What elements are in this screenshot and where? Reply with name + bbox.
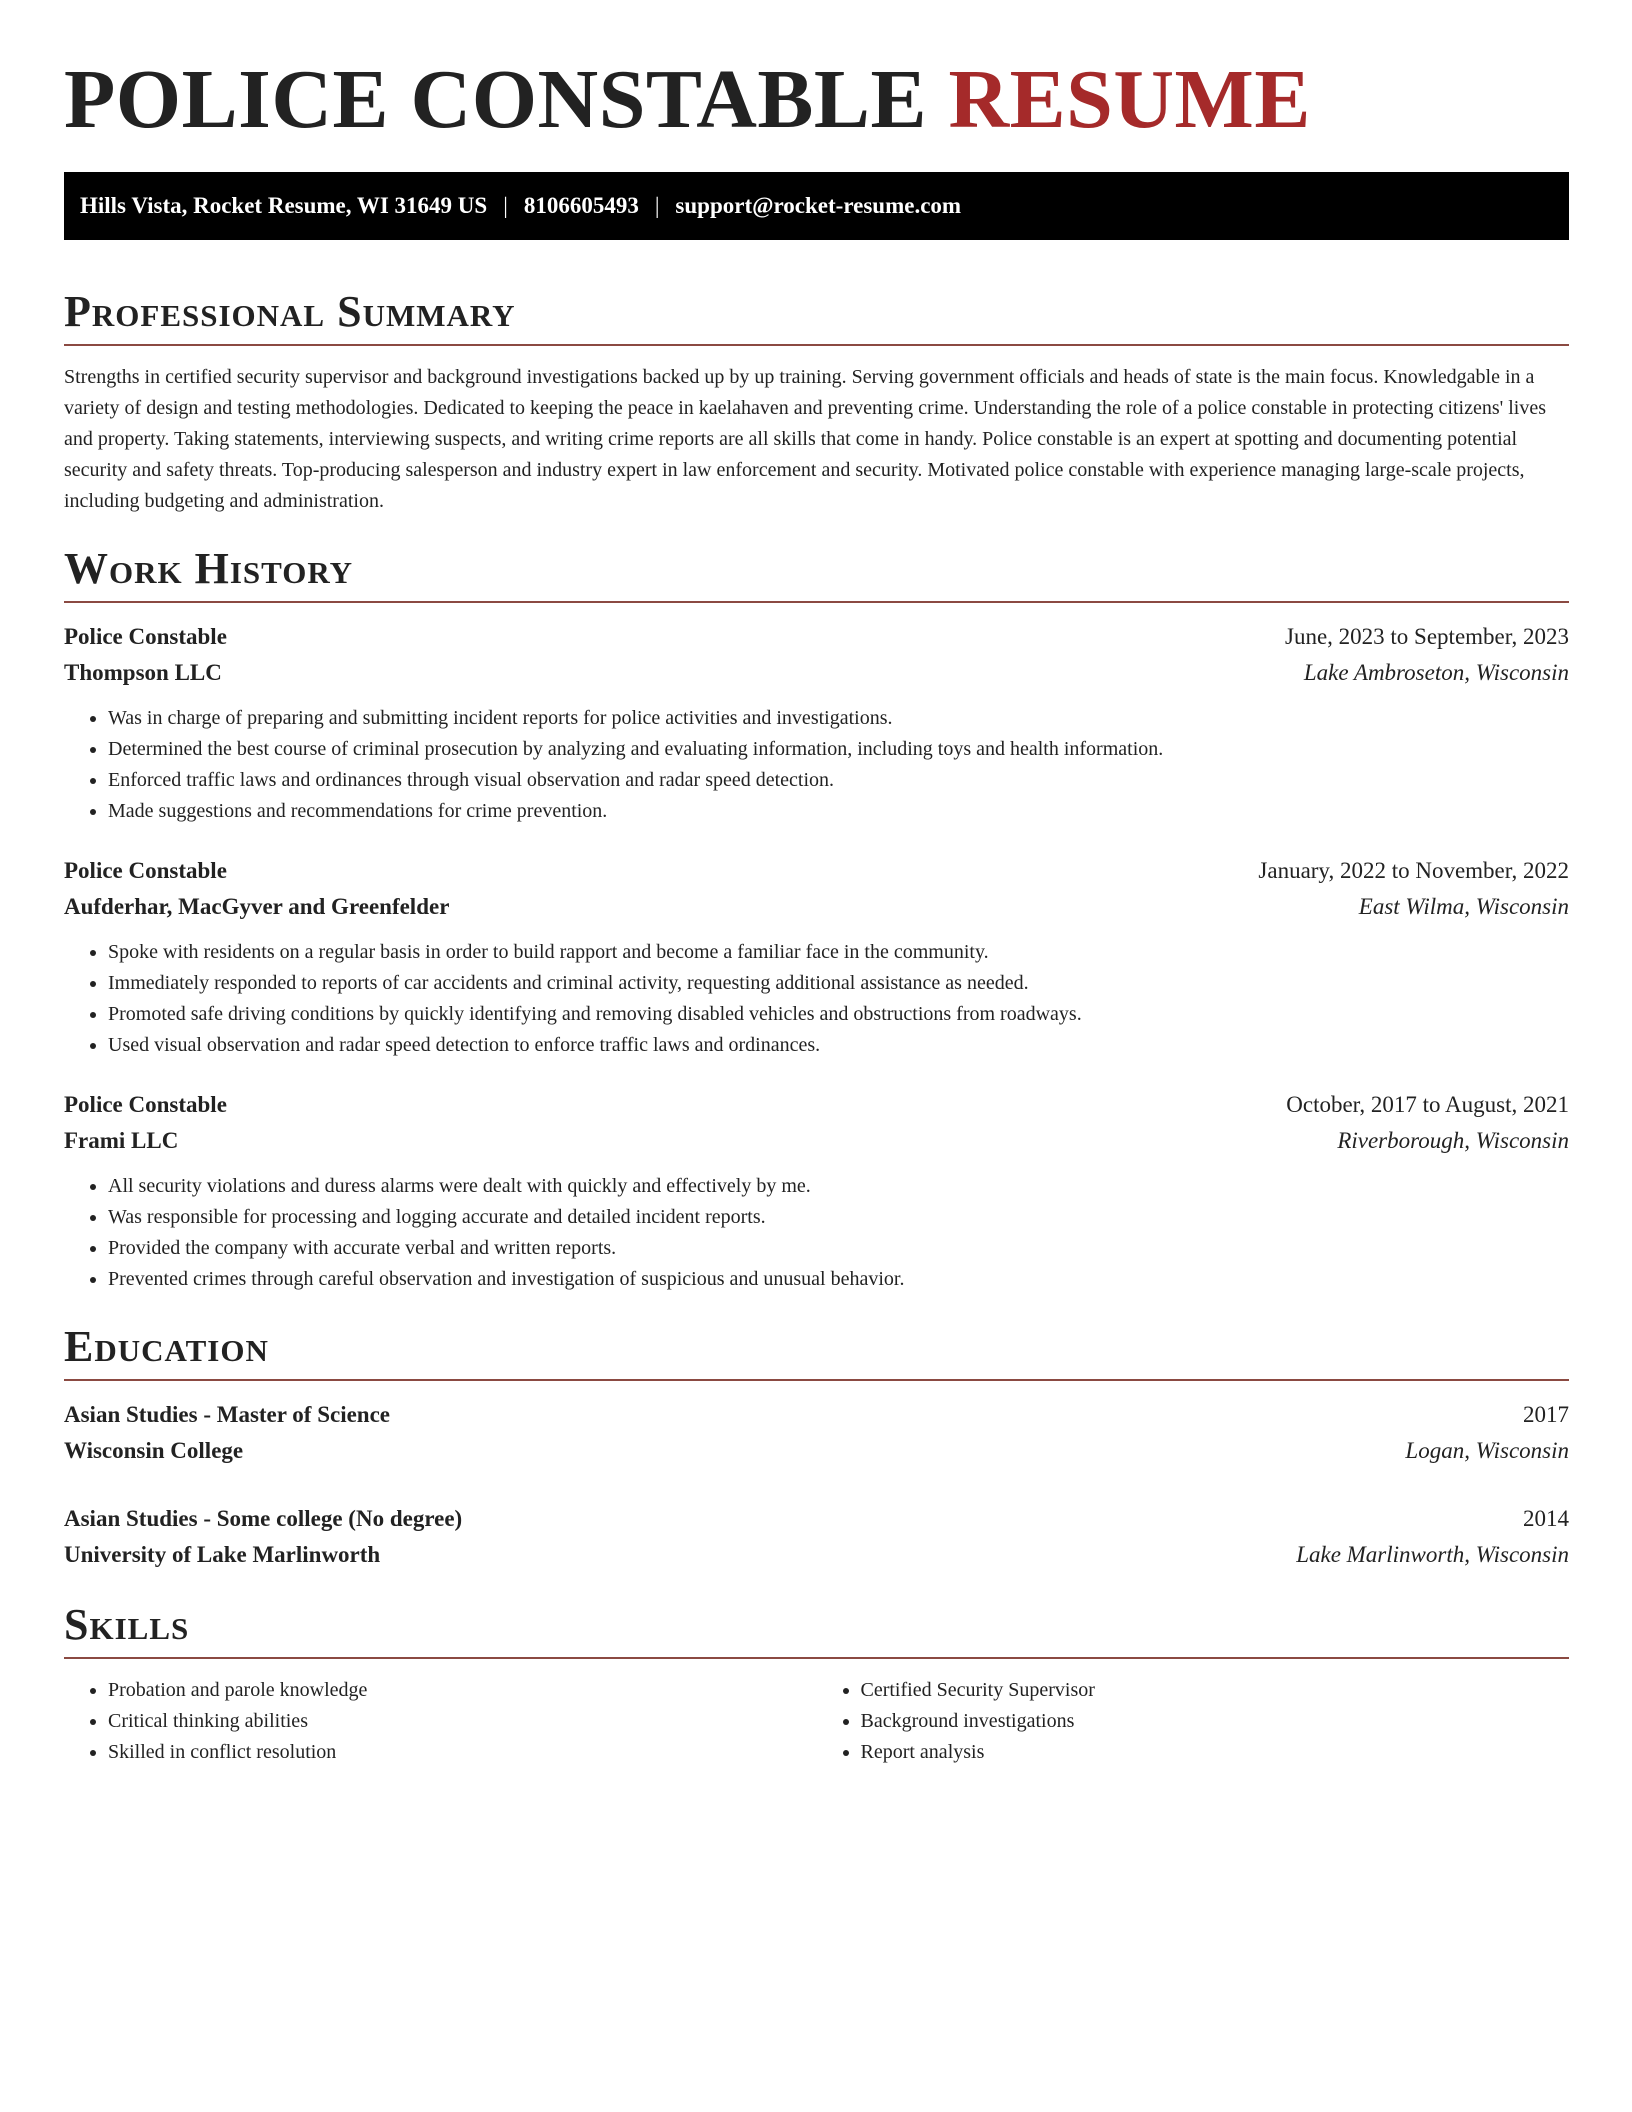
job-title-row bbox=[64, 1087, 1569, 1123]
education-degree-row bbox=[64, 1397, 1569, 1433]
skill-item: • Background investigations bbox=[861, 1706, 1570, 1737]
job-bullet: • Was responsible for processing and logging accurate and detailed incident reports. bbox=[108, 1202, 1569, 1233]
education-heading: Education bbox=[64, 1321, 1569, 1381]
education-degree-row bbox=[64, 1501, 1569, 1537]
job-bullet: • Enforced traffic laws and ordinances through visual observation and radar speed detection. bbox=[108, 765, 1569, 796]
job-bullet: • Promoted safe driving conditions by quickly identifying and removing disabled vehicles and obstructions from roadways. bbox=[108, 999, 1569, 1030]
education-school-row bbox=[64, 1433, 1569, 1469]
job-bullet: • Spoke with residents on a regular basis in order to build rapport and become a familiar face in the community. bbox=[108, 937, 1569, 968]
skills-section bbox=[64, 1599, 1569, 1768]
education-degree: Asian Studies - Master of Science bbox=[64, 1402, 391, 1427]
education-location: Logan, Wisconsin bbox=[1405, 1438, 1569, 1463]
job-company-row bbox=[64, 655, 1569, 691]
job-bullets bbox=[64, 703, 1569, 827]
job-dates: October, 2017 to August, 2021 bbox=[1286, 1092, 1569, 1117]
job-company-row bbox=[64, 1123, 1569, 1159]
job-dates: January, 2022 to November, 2022 bbox=[1258, 858, 1569, 883]
job-entry bbox=[64, 619, 1569, 827]
job-location: Lake Ambroseton, Wisconsin bbox=[1303, 660, 1569, 685]
job-company: Aufderhar, MacGyver and Greenfelder bbox=[64, 894, 450, 919]
summary-text: Strengths in certified security supervisor and background investigations backed up by up training. Serving government officials and heads of state is the main focus. Knowledgable in a variety of design and testing methodologies. Dedicated to keeping the peace in kaelahaven and preventing crime. Understanding the role of a police constable in protecting citizens' lives and property. Taking statements, interviewing suspects, and writing crime reports are all skills that come in handy. Police constable is an expert at spotting and documenting potential security and safety threats. Top-producing salesperson and industry expert in law enforcement and security. Motivated police constable with experience managing large-scale projects, including budgeting and administration. bbox=[64, 366, 1546, 512]
job-title: Police Constable bbox=[64, 624, 227, 649]
skill-item: • Probation and parole knowledge bbox=[108, 1675, 817, 1706]
contact-address: Hills Vista, Rocket Resume, WI 31649 US bbox=[80, 193, 488, 218]
contact-separator: | bbox=[654, 193, 660, 218]
skills-list-right bbox=[817, 1675, 1570, 1768]
summary-heading: Professional Summary bbox=[64, 286, 1569, 346]
education-section bbox=[64, 1321, 1569, 1573]
skills-grid bbox=[64, 1675, 1569, 1768]
skill-item: • Certified Security Supervisor bbox=[861, 1675, 1570, 1706]
education-degree: Asian Studies - Some college (No degree) bbox=[64, 1506, 463, 1531]
skill-item: • Skilled in conflict resolution bbox=[108, 1737, 817, 1768]
job-bullet: • All security violations and duress alarms were dealt with quickly and effectively by me. bbox=[108, 1171, 1569, 1202]
job-title-row bbox=[64, 853, 1569, 889]
job-bullets bbox=[64, 937, 1569, 1061]
skill-item: • Critical thinking abilities bbox=[108, 1706, 817, 1737]
education-entry bbox=[64, 1397, 1569, 1469]
contact-separator: | bbox=[503, 193, 508, 218]
education-year: 2017 bbox=[1523, 1402, 1569, 1427]
job-company: Thompson LLC bbox=[64, 660, 222, 685]
resume-page bbox=[64, 0, 1569, 1768]
contact-bar bbox=[64, 172, 1569, 240]
resume-title bbox=[64, 0, 1569, 148]
contact-email: support@rocket-resume.com bbox=[675, 193, 962, 218]
job-bullet: • Determined the best course of criminal prosecution by analyzing and evaluating information, including toys and health information. bbox=[108, 734, 1569, 765]
skills-heading: Skills bbox=[64, 1599, 1569, 1659]
title-main: POLICE CONSTABLE bbox=[64, 53, 927, 146]
job-entry bbox=[64, 1087, 1569, 1295]
job-title: Police Constable bbox=[64, 858, 227, 883]
job-bullet: • Prevented crimes through careful observation and investigation of suspicious and unusual behavior. bbox=[108, 1264, 1569, 1295]
job-entry bbox=[64, 853, 1569, 1061]
education-school: University of Lake Marlinworth bbox=[64, 1542, 381, 1567]
work-history-heading: Work History bbox=[64, 543, 1569, 603]
summary-section bbox=[64, 286, 1569, 517]
job-title-row bbox=[64, 619, 1569, 655]
education-school-row bbox=[64, 1537, 1569, 1573]
contact-phone: 8106605493 bbox=[523, 193, 639, 218]
job-bullet: • Used visual observation and radar speed detection to enforce traffic laws and ordinances. bbox=[108, 1030, 1569, 1061]
job-location: East Wilma, Wisconsin bbox=[1358, 894, 1569, 919]
title-accent: RESUME bbox=[948, 53, 1311, 146]
skills-list-left bbox=[64, 1675, 817, 1768]
job-bullet: • Immediately responded to reports of car accidents and criminal activity, requesting additional assistance as needed. bbox=[108, 968, 1569, 999]
work-history-section bbox=[64, 543, 1569, 1295]
job-title: Police Constable bbox=[64, 1092, 227, 1117]
job-dates: June, 2023 to September, 2023 bbox=[1285, 624, 1569, 649]
job-location: Riverborough, Wisconsin bbox=[1337, 1128, 1569, 1153]
job-company-row bbox=[64, 889, 1569, 925]
education-year: 2014 bbox=[1523, 1506, 1569, 1531]
job-bullet: • Made suggestions and recommendations for crime prevention. bbox=[108, 796, 1569, 827]
job-bullet: • Provided the company with accurate verbal and written reports. bbox=[108, 1233, 1569, 1264]
education-location: Lake Marlinworth, Wisconsin bbox=[1296, 1542, 1569, 1567]
job-company: Frami LLC bbox=[64, 1128, 179, 1153]
job-bullet: • Was in charge of preparing and submitting incident reports for police activities and investigations. bbox=[108, 703, 1569, 734]
education-entry bbox=[64, 1501, 1569, 1573]
education-school: Wisconsin College bbox=[64, 1438, 244, 1463]
skill-item: • Report analysis bbox=[861, 1737, 1570, 1768]
job-bullets bbox=[64, 1171, 1569, 1295]
